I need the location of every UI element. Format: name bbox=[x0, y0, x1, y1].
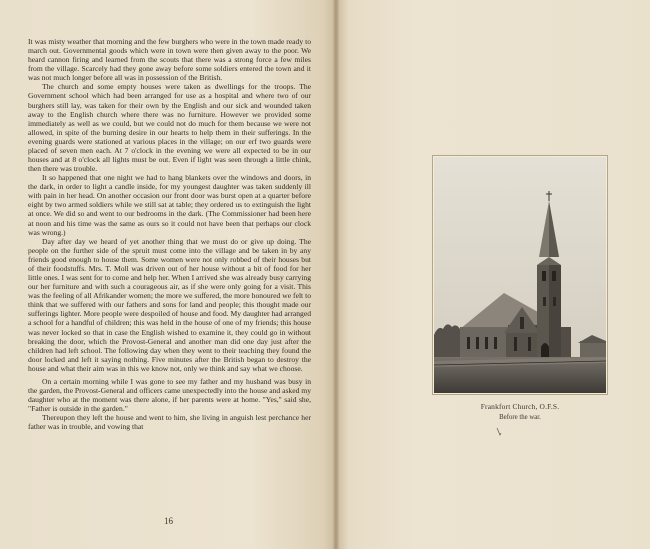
paragraph: On a certain morning while I was gone to see my father and my husband was busy in the garden, the Provost-General and officers came unexpectedly into the house and asked my daughter who at the moment was there alone, if her parents were at home. "Yes," said she, "Father is outside in the garden." bbox=[28, 376, 311, 414]
paragraph: It was misty weather that morning and the few burghers who were in the town made ready to march out. Governmental goods which were in town were then given away to the poor. We heard cannon firing and learned from the scouts that there was a strong force a few miles from the village. Scarcely had they gone away before some soldiers entered the town and it was not much longer before all was in possession of the British. bbox=[28, 37, 311, 83]
paragraph: Thereupon they left the house and went to him, she living in anguish lest perchance her father was in trouble, and vowing that bbox=[28, 413, 311, 432]
paragraph: Day after day we heard of yet another thing that we must do or give up doing. The people on the further side of the spruit must come into the village and be taken in by any friends good enough to house them. Some women were not only robbed of their houses but of their foodstuffs. Mrs. T. Moll was driven out of her house without a bit of food for her little ones. I was sent for to come and help her. When I arrived she was already busy carrying our her furniture and with such a courageous air, as if she were only going for a visit. This was the feeling of all Afrikander women; the more we suffered, the more honoured we felt to think that we suffered with our fathers and sons for land and people; this thought made our sufferings lighter. More people were despoiled of house and food. My daughter had arranged a school for a handful of children; this was held in the house of one of my friends; this house was never locked so that in case the English wished to examine it, they could go in without breaking the door, which the Provost-General and another man did one day just after the children had left school. The following day when they went to their teaching they found the door locked and left it saying nothing. Five minutes after the British began to destroy the house and what their aim was in this we know not, only we think and say what we choose. bbox=[28, 236, 311, 373]
pencil-mark-icon bbox=[496, 428, 502, 436]
church-photo bbox=[434, 157, 606, 393]
book-gutter bbox=[333, 0, 339, 549]
paragraph: It so happened that one night we had to hang blankets over the windows and doors, in the dark, in order to light a candle inside, for my youngest daughter was taken suddenly ill with pain in her head. On another occasion our front door was burst open at a quarter before eight by two armed soldiers while we still sat at table; they ordered us to extinguish the light at once. We did so and went to our bedrooms in the dark. (The Commissioner had been here at noon and his time was the same as ours so it could not have been that perhaps our clock was wrong.) bbox=[28, 173, 311, 237]
photo-plate bbox=[432, 155, 608, 395]
trees-left bbox=[434, 324, 462, 361]
body-text bbox=[28, 37, 311, 431]
page-number: 16 bbox=[164, 516, 173, 526]
photo-caption-title: Frankfort Church, O.F.S. bbox=[480, 402, 560, 411]
distant-house bbox=[580, 341, 606, 357]
photo-caption-subtitle: Before the war. bbox=[499, 414, 541, 421]
paragraph: The church and some empty houses were taken as dwellings for the troops. The Government school which had been arranged for use as a hospital and where two of our burghers still lay, was taken for their own by the English and our sick and wounded taken away to the English church where there was no furniture. However we provided some immediately as well as we could, but we could not do much for them because we were not allowed, in spite of the burning desire in our hearts to help them in their sufferings. In the evening guards were stationed at various places in the village; on our erf two guards were placed of seven men each. At 7 o'clock in the evening we were all expected to be in our houses and at 8 o'clock all lights must be out. Even if light was seen through a little chink, then there was trouble. bbox=[28, 82, 311, 174]
